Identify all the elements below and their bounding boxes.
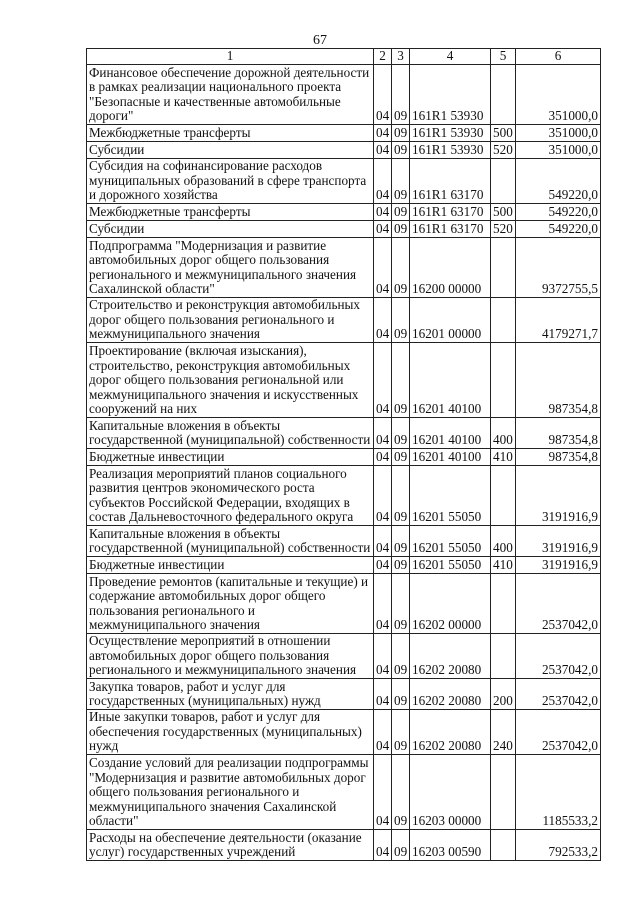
row-expense-type	[491, 830, 516, 861]
row-amount: 2537042,0	[516, 710, 601, 755]
row-section: 04	[374, 238, 392, 298]
row-target-article: 161R1 53930	[410, 142, 491, 159]
row-expense-type: 240	[491, 710, 516, 755]
row-amount: 549220,0	[516, 204, 601, 221]
row-amount: 3191916,9	[516, 557, 601, 574]
row-expense-type: 500	[491, 125, 516, 142]
row-name: Субсидии	[87, 142, 374, 159]
table-row	[87, 634, 601, 679]
row-subsection: 09	[392, 238, 410, 298]
row-section: 04	[374, 343, 392, 418]
row-expense-type	[491, 574, 516, 634]
row-subsection: 09	[392, 449, 410, 466]
header-cell-amount: 6	[516, 49, 601, 65]
row-expense-type: 410	[491, 449, 516, 466]
row-target-article: 161R1 63170	[410, 221, 491, 238]
row-target-article: 16202 20080	[410, 679, 491, 710]
row-subsection: 09	[392, 574, 410, 634]
table-row	[87, 204, 601, 221]
row-section: 04	[374, 449, 392, 466]
row-subsection: 09	[392, 221, 410, 238]
row-amount: 549220,0	[516, 159, 601, 204]
row-subsection: 09	[392, 710, 410, 755]
row-amount: 351000,0	[516, 65, 601, 125]
row-name: Строительство и реконструкция автомобильных дорог общего пользования регионального и межмуниципального значения	[87, 298, 374, 343]
table-row	[87, 298, 601, 343]
row-expense-type: 520	[491, 221, 516, 238]
table-row	[87, 526, 601, 557]
row-section: 04	[374, 574, 392, 634]
row-amount: 351000,0	[516, 125, 601, 142]
row-name: Закупка товаров, работ и услуг для государственных (муниципальных) нужд	[87, 679, 374, 710]
row-expense-type	[491, 343, 516, 418]
row-subsection: 09	[392, 142, 410, 159]
row-target-article: 161R1 63170	[410, 159, 491, 204]
row-target-article: 16201 00000	[410, 298, 491, 343]
row-section: 04	[374, 755, 392, 830]
row-amount: 351000,0	[516, 142, 601, 159]
row-amount: 4179271,7	[516, 298, 601, 343]
row-amount: 987354,8	[516, 418, 601, 449]
table-row	[87, 418, 601, 449]
table-row	[87, 755, 601, 830]
row-subsection: 09	[392, 755, 410, 830]
header-cell-subsection: 3	[392, 49, 410, 65]
header-cell-section: 2	[374, 49, 392, 65]
row-amount: 1185533,2	[516, 755, 601, 830]
row-subsection: 09	[392, 679, 410, 710]
row-subsection: 09	[392, 526, 410, 557]
row-expense-type	[491, 755, 516, 830]
row-amount: 549220,0	[516, 221, 601, 238]
row-name: Иные закупки товаров, работ и услуг для обеспечения государственных (муниципальных) нужд	[87, 710, 374, 755]
row-target-article: 16202 20080	[410, 710, 491, 755]
row-expense-type	[491, 238, 516, 298]
row-target-article: 16201 55050	[410, 557, 491, 574]
row-section: 04	[374, 557, 392, 574]
table-row	[87, 574, 601, 634]
row-name: Капитальные вложения в объекты государственной (муниципальной) собственности	[87, 526, 374, 557]
table-row	[87, 238, 601, 298]
table-row	[87, 449, 601, 466]
row-subsection: 09	[392, 125, 410, 142]
row-subsection: 09	[392, 418, 410, 449]
row-target-article: 161R1 53930	[410, 125, 491, 142]
row-name: Проведение ремонтов (капитальные и текущие) и содержание автомобильных дорог общего пользования регионального и межмуниципального значения	[87, 574, 374, 634]
row-target-article: 16202 20080	[410, 634, 491, 679]
row-subsection: 09	[392, 65, 410, 125]
row-name: Бюджетные инвестиции	[87, 557, 374, 574]
row-name: Реализация мероприятий планов социального развития центров экономического роста субъектов Российской Федерации, входящих в состав Дальневосточного федерального округа	[87, 466, 374, 526]
row-subsection: 09	[392, 343, 410, 418]
page-number: 67	[313, 33, 327, 48]
row-name: Субсидия на софинансирование расходов муниципальных образований в сфере транспорта и дорожного хозяйства	[87, 159, 374, 204]
row-section: 04	[374, 679, 392, 710]
row-section: 04	[374, 418, 392, 449]
table-row	[87, 830, 601, 861]
row-target-article: 16203 00590	[410, 830, 491, 861]
table-header-row	[87, 49, 601, 65]
row-target-article: 16203 00000	[410, 755, 491, 830]
table-row	[87, 142, 601, 159]
table-row	[87, 65, 601, 125]
row-expense-type: 400	[491, 526, 516, 557]
row-amount: 2537042,0	[516, 574, 601, 634]
row-section: 04	[374, 221, 392, 238]
row-subsection: 09	[392, 298, 410, 343]
row-expense-type	[491, 466, 516, 526]
row-expense-type	[491, 298, 516, 343]
row-expense-type: 520	[491, 142, 516, 159]
table-row	[87, 125, 601, 142]
table-row	[87, 710, 601, 755]
row-amount: 792533,2	[516, 830, 601, 861]
row-target-article: 16201 40100	[410, 449, 491, 466]
row-name: Субсидии	[87, 221, 374, 238]
header-cell-name: 1	[87, 49, 374, 65]
row-section: 04	[374, 65, 392, 125]
row-expense-type: 200	[491, 679, 516, 710]
row-subsection: 09	[392, 830, 410, 861]
row-name: Создание условий для реализации подпрограммы "Модернизация и развитие автомобильных дорог общего пользования регионального и межмуниципального значения Сахалинской области"	[87, 755, 374, 830]
row-expense-type	[491, 634, 516, 679]
row-target-article: 16201 40100	[410, 418, 491, 449]
row-target-article: 16201 55050	[410, 466, 491, 526]
row-subsection: 09	[392, 204, 410, 221]
row-section: 04	[374, 142, 392, 159]
row-target-article: 16200 00000	[410, 238, 491, 298]
table-row	[87, 557, 601, 574]
row-target-article: 16201 55050	[410, 526, 491, 557]
row-target-article: 16201 40100	[410, 343, 491, 418]
row-target-article: 16202 00000	[410, 574, 491, 634]
table-row	[87, 343, 601, 418]
row-name: Межбюджетные трансферты	[87, 125, 374, 142]
row-expense-type: 400	[491, 418, 516, 449]
row-amount: 987354,8	[516, 449, 601, 466]
row-name: Межбюджетные трансферты	[87, 204, 374, 221]
row-name: Проектирование (включая изыскания), строительство, реконструкция автомобильных дорог общего пользования региональной или межмуниципального значения и искусственных сооружений на них	[87, 343, 374, 418]
row-target-article: 161R1 53930	[410, 65, 491, 125]
table-row	[87, 159, 601, 204]
table-row	[87, 466, 601, 526]
row-amount: 2537042,0	[516, 634, 601, 679]
row-amount: 3191916,9	[516, 526, 601, 557]
row-amount: 3191916,9	[516, 466, 601, 526]
row-name: Подпрограмма "Модернизация и развитие автомобильных дорог общего пользования регионального и межмуниципального значения Сахалинской области"	[87, 238, 374, 298]
header-cell-target-article: 4	[410, 49, 491, 65]
row-name: Осуществление мероприятий в отношении автомобильных дорог общего пользования регионального и межмуниципального значения	[87, 634, 374, 679]
row-section: 04	[374, 830, 392, 861]
row-amount: 2537042,0	[516, 679, 601, 710]
table-row	[87, 679, 601, 710]
header-cell-expense-type: 5	[491, 49, 516, 65]
row-expense-type: 410	[491, 557, 516, 574]
row-section: 04	[374, 298, 392, 343]
budget-table	[86, 48, 601, 861]
row-expense-type	[491, 159, 516, 204]
row-amount: 9372755,5	[516, 238, 601, 298]
row-section: 04	[374, 159, 392, 204]
row-section: 04	[374, 125, 392, 142]
row-subsection: 09	[392, 466, 410, 526]
row-section: 04	[374, 466, 392, 526]
row-amount: 987354,8	[516, 343, 601, 418]
row-section: 04	[374, 634, 392, 679]
row-target-article: 161R1 63170	[410, 204, 491, 221]
row-section: 04	[374, 204, 392, 221]
table-row	[87, 221, 601, 238]
row-expense-type	[491, 65, 516, 125]
row-subsection: 09	[392, 159, 410, 204]
row-subsection: 09	[392, 634, 410, 679]
row-name: Расходы на обеспечение деятельности (оказание услуг) государственных учреждений	[87, 830, 374, 861]
row-subsection: 09	[392, 557, 410, 574]
row-section: 04	[374, 526, 392, 557]
row-expense-type: 500	[491, 204, 516, 221]
row-name: Капитальные вложения в объекты государственной (муниципальной) собственности	[87, 418, 374, 449]
row-name: Бюджетные инвестиции	[87, 449, 374, 466]
row-section: 04	[374, 710, 392, 755]
row-name: Финансовое обеспечение дорожной деятельности в рамках реализации национального проекта "Безопасные и качественные автомобильные дороги"	[87, 65, 374, 125]
